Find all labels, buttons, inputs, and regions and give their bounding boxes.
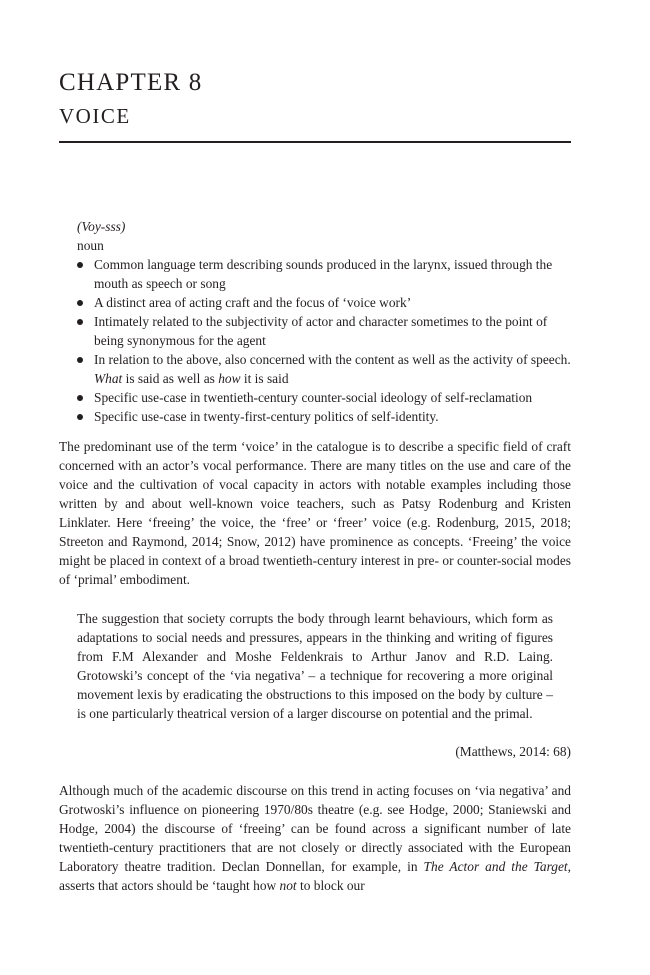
body-paragraph: Although much of the academic discourse on this trend in acting focuses on ‘via negativa’ and Grotwoski’s influence on pioneering 1970/80s theatre (e.g. see Hodge, 2000; Staniewski and Hodge, 2004) the discourse of ‘freeing’ can be found across a significant number of late twentieth-century practitioners that are not closely or directly associated with the European Laboratory theatre tradition. Declan Donnellan, for example, in The Actor and the Target, asserts that actors should be ‘taught how not to block our — [59, 783, 571, 893]
chapter-title: VOICE — [59, 104, 131, 128]
definition-item: Common language term describing sounds produced in the larynx, issued through the mouth as speech or song — [77, 255, 571, 293]
body-paragraph: The predominant use of the term ‘voice’ in the catalogue is to describe a specific field of craft concerned with an actor’s vocal performance. There are many titles on the use and care of the voice and the cultivation of vocal capacity in actors with notable examples including those written by and about well-known voice teachers, such as Patsy Rodenburg and Kristen Linklater. Here ‘freeing’ the voice, the ‘free’ or ‘freer’ voice (e.g. Rodenburg, 2015, 2018; Streeton and Raymond, 2014; Snow, 2012) have prominence as concepts. ‘Freeing’ the voice might be placed in context of a broad twentieth-century interest in pre- or counter-social modes of ‘primal’ embodiment. — [59, 439, 571, 587]
word-class: noun — [77, 238, 104, 253]
bullet-icon — [77, 300, 83, 306]
definition-item: A distinct area of acting craft and the focus of ‘voice work’ — [77, 293, 571, 312]
title-rule — [59, 141, 571, 143]
chapter-number: CHAPTER 8 — [59, 69, 203, 96]
bullet-icon — [77, 357, 83, 363]
definition-block — [77, 217, 571, 426]
bullet-icon — [77, 262, 83, 268]
definition-item: In relation to the above, also concerned with the content as well as the activity of speech. What is said as well as how it is said — [77, 350, 571, 388]
bullet-icon — [77, 395, 83, 401]
bullet-icon — [77, 319, 83, 325]
definition-item: Intimately related to the subjectivity of actor and character sometimes to the point of being synonymous for the agent — [77, 312, 571, 350]
definition-list — [77, 255, 571, 426]
block-quote: The suggestion that society corrupts the body through learnt behaviours, which form as adaptations to social needs and pressures, appears in the thinking and writing of figures from F.M Alexander and Moshe Feldenkrais to Arthur Janov and R.D. Laing. Grotowski’s concept of the ‘via negativa’ – a technique for recovering a more original movement lexis by eradicating the obstructions to this imposed on the body by culture – is one particularly theatrical version of a larger discourse on potential and the primal. — [77, 611, 553, 721]
bullet-icon — [77, 414, 83, 420]
quote-citation: (Matthews, 2014: 68) — [455, 744, 571, 759]
definition-item: Specific use-case in twentieth-century counter-social ideology of self-reclamation — [77, 388, 571, 407]
pronunciation: (Voy-sss) — [77, 219, 126, 234]
book-title: The Actor and the Target — [423, 859, 568, 874]
definition-item: Specific use-case in twenty-first-century politics of self-identity. — [77, 407, 571, 426]
